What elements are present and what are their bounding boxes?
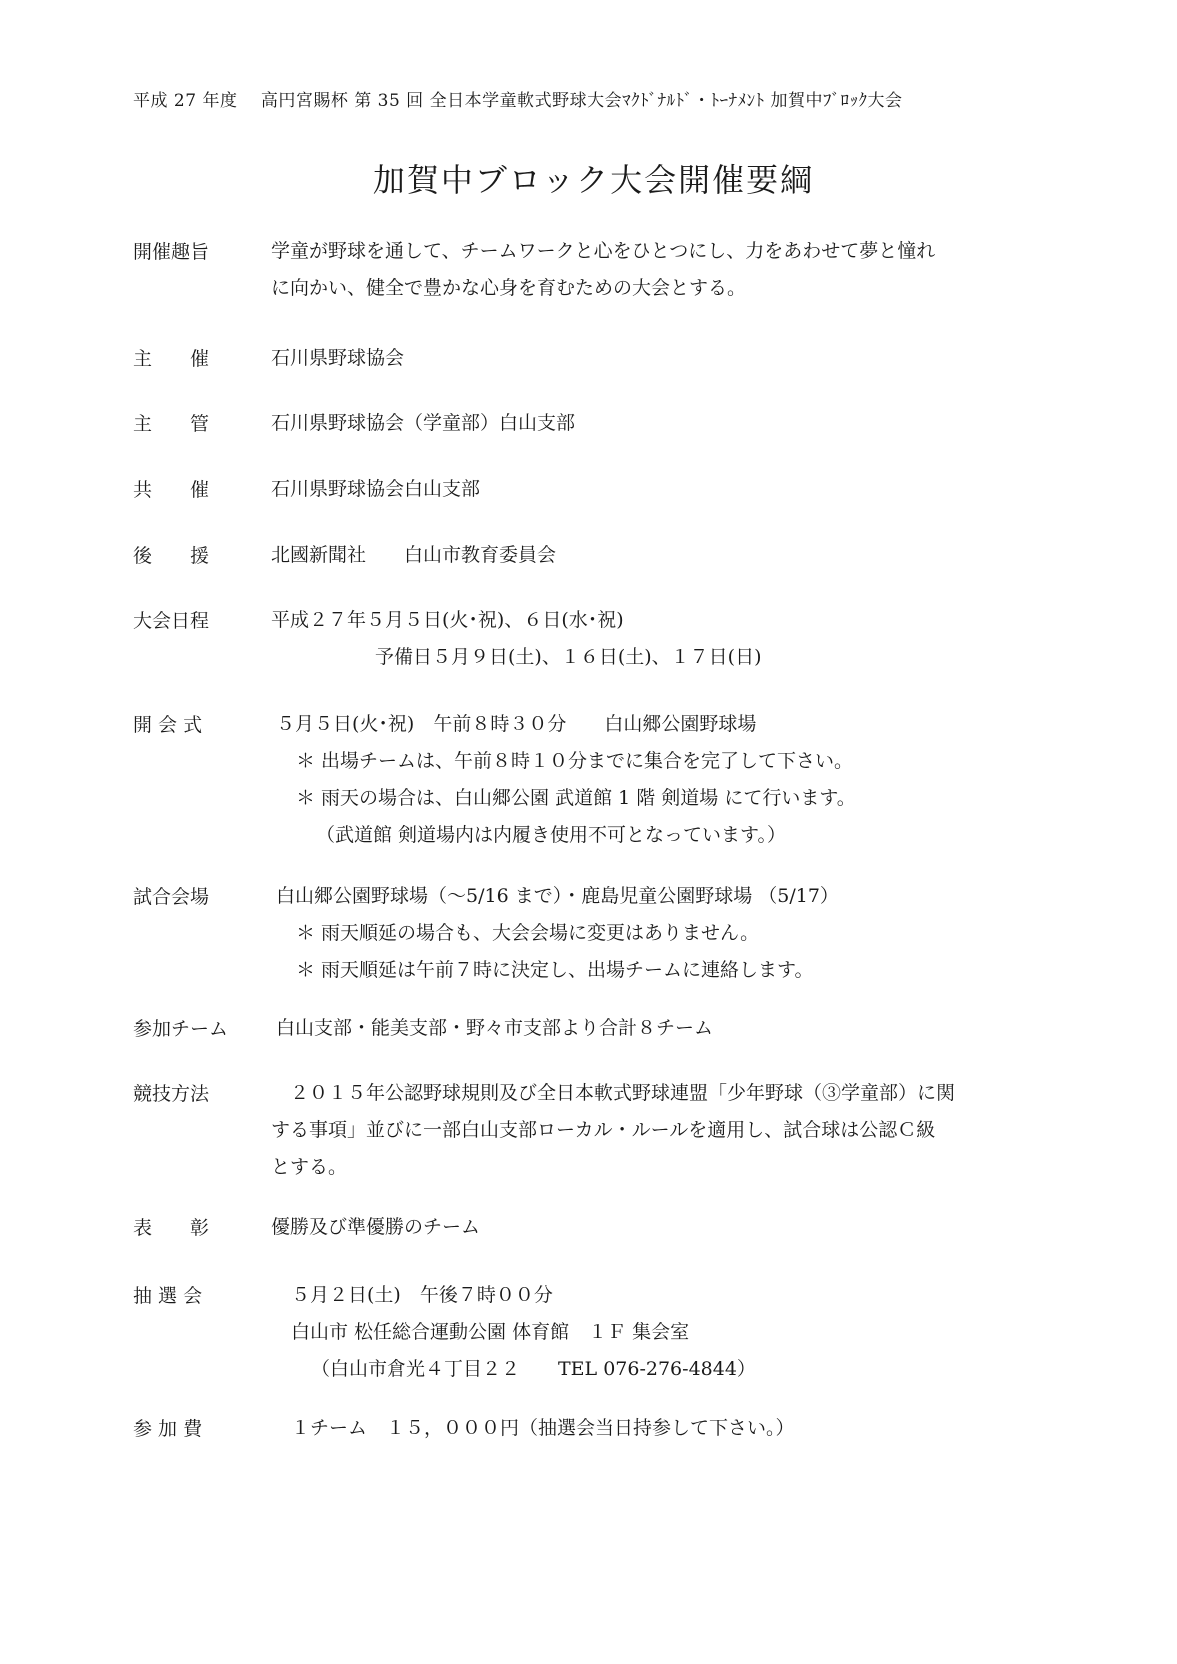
organizer-value: 石川県野球協会 [271,347,405,369]
header-line: 平成 27 年度 高円宮賜杯 第 35 回 全日本学童軟式野球大会ﾏｸﾄﾞﾅﾙﾄﾞ・ﾄｰﾅﾒﾝﾄ 加賀中ﾌﾞﾛｯｸ大会 [133,91,903,111]
ceremony-note-2: ＊ 雨天の場合は、白山郷公園 武道館 1 階 剣道場 にて行います。 [296,787,856,809]
ceremony-main: ５月５日(火･祝) 午前８時３０分 白山郷公園野球場 [276,713,757,735]
section-label: 参加チーム [133,1018,229,1040]
section-label: 試合会場 [133,886,210,908]
page-title: 加賀中ブロック大会開催要綱 [372,161,815,199]
method-line-1: ２０１５年公認野球規則及び全日本軟式野球連盟「少年野球（③学童部）に関 [271,1082,956,1104]
section-label: 競技方法 [133,1083,210,1105]
ceremony-note-1: ＊ 出場チームは、午前８時１０分までに集合を完了して下さい。 [296,750,854,772]
cohost-value: 石川県野球協会白山支部 [271,478,481,500]
support-value: 北國新聞社 白山市教育委員会 [271,544,557,566]
lottery-line-3: （白山市倉光４丁目２２ TEL 076-276-4844） [311,1358,756,1380]
lottery-line-1: ５月２日(土) 午後７時００分 [291,1284,553,1306]
section-label: 参 加 費 [133,1418,203,1440]
venue-main: 白山郷公園野球場（～5/16 まで）・鹿島児童公園野球場 （5/17） [276,885,839,907]
schedule-reserve: 予備日５月９日(土)、１６日(土)、１７日(日) [375,646,762,668]
section-label: 抽 選 会 [133,1285,203,1307]
section-label: 表 彰 [133,1217,210,1239]
lottery-line-2: 白山市 松任総合運動公園 体育館 １Ｆ 集会室 [291,1321,690,1343]
purpose-line-2: に向かい、健全で豊かな心身を育むための大会とする。 [271,277,747,299]
ceremony-note-3: （武道館 剣道場内は内履き使用不可となっています。） [316,824,787,846]
section-label: 大会日程 [133,610,210,632]
method-line-3: とする。 [271,1156,348,1178]
section-label: 後 援 [133,545,210,567]
purpose-line-1: 学童が野球を通して、チームワークと心をひとつにし、力をあわせて夢と憧れ [271,240,936,262]
section-label: 主 催 [133,348,210,370]
teams-value: 白山支部・能美支部・野々市支部より合計８チーム [276,1017,714,1039]
section-label: 共 催 [133,479,210,501]
section-label: 開 会 式 [133,714,203,736]
section-label: 主 管 [133,413,210,435]
manager-value: 石川県野球協会（学童部）白山支部 [271,412,576,434]
method-line-2: する事項」並びに一部白山支部ローカル・ルールを適用し、試合球は公認Ｃ級 [271,1119,936,1141]
section-label: 開催趣旨 [133,241,210,263]
fee-value: １チーム １５，０００円（抽選会当日持参して下さい。） [291,1417,795,1439]
award-value: 優勝及び準優勝のチーム [271,1216,481,1238]
schedule-main: 平成２７年５月５日(火･祝)、６日(水･祝) [271,609,624,631]
venue-note-1: ＊ 雨天順延の場合も、大会会場に変更はありません。 [296,922,760,944]
venue-note-2: ＊ 雨天順延は午前７時に決定し、出場チームに連絡します。 [296,959,814,981]
